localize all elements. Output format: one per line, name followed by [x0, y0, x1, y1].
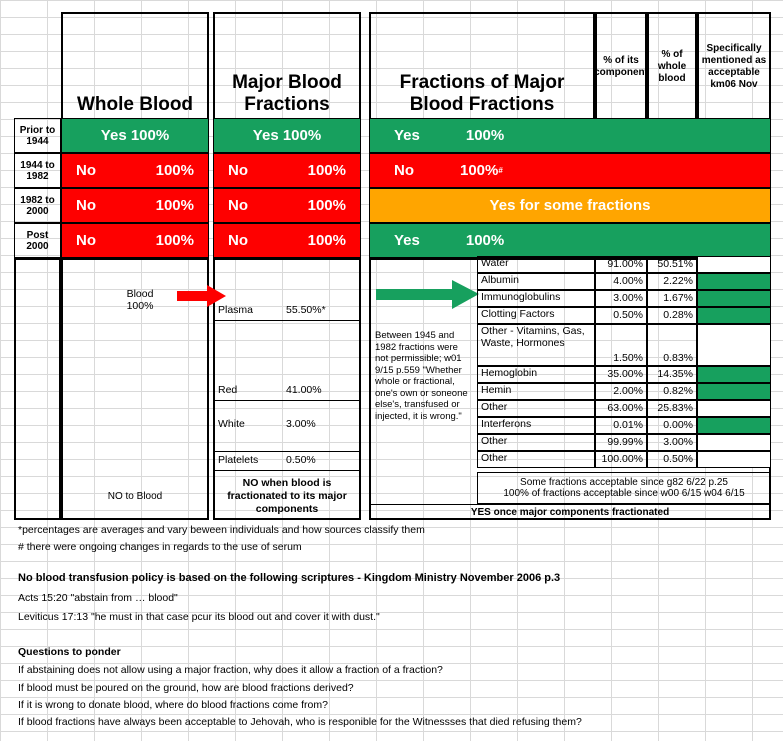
- footer-some-fractions-text: Some fractions acceptable since g82 6/22 p.25: [520, 477, 728, 488]
- whole-blood-cell-2-pct: 100%: [155, 197, 194, 214]
- component-pct-3-text: 0.50%: [286, 454, 316, 466]
- note-acts: Acts 15:20 "abstain from … blood": [18, 592, 178, 604]
- major-fractions-cell-0: [213, 118, 361, 153]
- component-name-1: [215, 383, 277, 399]
- fraction-row-7-name: Other: [477, 400, 595, 417]
- major-fractions-cell-0-text: Yes 100%: [252, 127, 322, 144]
- component-name-2-text: White: [218, 418, 245, 430]
- question-2: If it is wrong to donate blood, where do blood fractions come from?: [18, 699, 328, 711]
- fraction-row-5-name: Hemoglobin: [477, 366, 595, 383]
- fraction-row-3-accepted: [697, 307, 771, 324]
- fraction-row-8-accepted: [697, 417, 771, 434]
- fraction-row-1-accepted: [697, 273, 771, 290]
- major-fractions-cell-1-word: No: [228, 162, 248, 179]
- whole-blood-cell-3-pct: 100%: [155, 232, 194, 249]
- fractions-cell-0: [369, 118, 771, 153]
- header-percent-of-whole-blood-label: % of whole blood: [657, 49, 687, 84]
- major-fractions-cell-1-pct: 100%: [307, 162, 346, 179]
- period-label-1-text: 1944 to 1982: [20, 159, 55, 182]
- fraction-row-4-name: Other - Vitamins, Gas, Waste, Hormones: [477, 324, 595, 366]
- fraction-row-5-whole: 14.35%: [647, 366, 697, 383]
- fraction-row-6-whole: 0.82%: [647, 383, 697, 400]
- fractions-cell-0-pct: 100%: [465, 127, 505, 144]
- question-3: If blood fractions have always been acceptable to Jehovah, who is responible for the Witnessses that died refusing them?: [18, 716, 582, 728]
- fraction-row-3-whole: 0.28%: [647, 307, 697, 324]
- fraction-row-7-whole: 25.83%: [647, 400, 697, 417]
- footer-no-when-fractionated-text: NO when blood is fractionated to its major components: [227, 476, 347, 515]
- component-pct-3: [283, 453, 355, 469]
- fraction-row-1-component: 4.00%: [595, 273, 647, 290]
- footer-fraction-acceptance: [477, 472, 771, 504]
- fractions-cell-0-word: Yes: [394, 127, 420, 144]
- whole-blood-cell-2: [61, 188, 209, 223]
- whole-blood-cell-1: [61, 153, 209, 188]
- question-1: If blood must be poured on the ground, how are blood fractions derived?: [18, 682, 354, 694]
- period-label-1: [14, 153, 61, 188]
- period-label-3-text: Post 2000: [26, 229, 49, 252]
- fraction-row-0-name: Water: [477, 256, 595, 273]
- whole-blood-cell-3-word: No: [76, 232, 96, 249]
- header-whole-blood-label: Whole Blood: [76, 94, 194, 115]
- whole-blood-cell-2-word: No: [76, 197, 96, 214]
- question-0: If abstaining does not allow using a major fraction, why does it allow a fraction of a fraction?: [18, 664, 443, 676]
- fraction-row-5-accepted: [697, 366, 771, 383]
- period-label-0: [14, 118, 61, 153]
- fraction-row-9-name: Other: [477, 434, 595, 451]
- fraction-row-1-whole: 2.22%: [647, 273, 697, 290]
- component-divider-0: [213, 320, 361, 321]
- header-whole-blood: [61, 12, 209, 122]
- period-label-2-text: 1982 to 2000: [20, 194, 55, 217]
- fractions-cell-3-word: Yes: [394, 232, 420, 249]
- quote-text: Between 1945 and 1982 fractions were not permissible; w01 9/15 p.559 "Whether whole or fractional, one's own or soneone else's, transfused or injected, it is wrong.": [375, 330, 468, 422]
- component-pct-0: [283, 303, 355, 319]
- fraction-row-5-component: 35.00%: [595, 366, 647, 383]
- fraction-row-2-component: 3.00%: [595, 290, 647, 307]
- whole-blood-cell-0: [61, 118, 209, 153]
- note-hash: # there were ongoing changes in regards to the use of serum: [18, 541, 302, 553]
- fraction-row-3-name: Clotting Factors: [477, 307, 595, 324]
- major-fractions-cell-3-word: No: [228, 232, 248, 249]
- component-name-0-text: Plasma: [218, 304, 254, 316]
- major-fractions-cell-2-pct: 100%: [307, 197, 346, 214]
- footer-hundred-fractions-text: 100% of fractions acceptable since w00 6/15 w04 6/15: [503, 488, 745, 499]
- fraction-row-7-accepted: [697, 400, 771, 417]
- period-label-0-text: Prior to 1944: [19, 124, 56, 147]
- fractions-cell-3: [369, 223, 771, 258]
- header-percent-of-component: [595, 12, 647, 122]
- fractions-cell-3-pct: 100%: [465, 232, 505, 249]
- major-fractions-cell-2: [213, 188, 361, 223]
- footer-yes-once-text: YES once major components fractionated: [470, 506, 670, 518]
- major-fractions-cell-1: [213, 153, 361, 188]
- whole-blood-cell-1-pct: 100%: [155, 162, 194, 179]
- fraction-row-0-component: 91.00%: [595, 256, 647, 273]
- component-divider-3: [213, 470, 361, 471]
- header-percent-of-whole-blood: [647, 12, 697, 122]
- fraction-row-2-name: Immunoglobulins: [477, 290, 595, 307]
- fraction-row-6-accepted: [697, 383, 771, 400]
- fraction-row-0-accepted: [697, 256, 771, 273]
- note-policy: No blood transfusion policy is based on the following scriptures - Kingdom Ministry November 2006 p.3: [18, 572, 561, 584]
- component-pct-2: [283, 417, 355, 433]
- footer-no-when-fractionated: [213, 472, 361, 520]
- note-leviticus: Leviticus 17:13 "he must in that case pcur its blood out and cover it with dust.": [18, 611, 380, 623]
- fractions-cell-1-sup: #: [498, 166, 503, 175]
- fractions-cell-1: [369, 153, 771, 188]
- fraction-row-10-component: 100.00%: [595, 451, 647, 468]
- fraction-row-4-whole: 0.83%: [647, 324, 697, 366]
- green-arrow-icon: [376, 280, 480, 310]
- fraction-row-4-component: 1.50%: [595, 324, 647, 366]
- component-divider-1: [213, 400, 361, 401]
- header-specifically-mentioned: [697, 12, 771, 122]
- major-fractions-cell-3-pct: 100%: [307, 232, 346, 249]
- header-fractions-label: Fractions of Major Blood Fractions: [399, 72, 565, 115]
- fraction-row-9-accepted: [697, 434, 771, 451]
- footer-no-to-blood-text: NO to Blood: [107, 490, 163, 502]
- fraction-row-3-component: 0.50%: [595, 307, 647, 324]
- major-fractions-cell-2-word: No: [228, 197, 248, 214]
- component-pct-2-text: 3.00%: [286, 418, 316, 430]
- fraction-row-6-component: 2.00%: [595, 383, 647, 400]
- fractions-cell-2-text: Yes for some fractions: [489, 197, 651, 214]
- component-divider-2: [213, 451, 361, 452]
- fraction-row-6-name: Hemin: [477, 383, 595, 400]
- whole-blood-cell-3: [61, 223, 209, 258]
- period-label-3: [14, 223, 61, 258]
- left-spacer-box: [14, 258, 61, 520]
- fraction-row-1-name: Albumin: [477, 273, 595, 290]
- fraction-row-2-accepted: [697, 290, 771, 307]
- component-name-2: [215, 417, 277, 433]
- fraction-row-7-component: 63.00%: [595, 400, 647, 417]
- fraction-row-4-accepted: [697, 324, 771, 366]
- note-asterisk: *percentages are averages and vary beween individuals and how sources classify them: [18, 524, 425, 536]
- whole-blood-cell-0-text: Yes 100%: [100, 127, 170, 144]
- fraction-row-2-whole: 1.67%: [647, 290, 697, 307]
- footer-yes-once-fractionated: [369, 504, 771, 520]
- fractions-cell-1-word: No: [394, 162, 414, 179]
- header-specifically-mentioned-label: Specifically mentioned as acceptable km06 Nov: [701, 43, 767, 90]
- header-major-blood-fractions-label: Major Blood Fractions: [232, 72, 342, 115]
- header-percent-of-component-label: % of its component: [594, 55, 648, 78]
- header-major-blood-fractions: [213, 12, 361, 122]
- questions-title: Questions to ponder: [18, 646, 121, 658]
- component-name-3-text: Platelets: [218, 454, 259, 466]
- fraction-row-9-component: 99.99%: [595, 434, 647, 451]
- fractions-cell-1-pct: 100%: [460, 162, 499, 179]
- major-fractions-cell-3: [213, 223, 361, 258]
- blood-source-line1: Blood: [126, 288, 154, 300]
- footer-no-to-blood: [61, 472, 209, 520]
- whole-blood-cell-1-word: No: [76, 162, 96, 179]
- component-name-3: [215, 453, 277, 469]
- header-fractions-of-major-blood-fractions: [369, 12, 595, 122]
- component-pct-1: [283, 383, 355, 399]
- component-name-1-text: Red: [218, 384, 238, 396]
- component-pct-0-text: 55.50%*: [286, 304, 326, 316]
- fraction-row-10-accepted: [697, 451, 771, 468]
- fraction-row-10-name: Other: [477, 451, 595, 468]
- component-name-0: [215, 303, 277, 319]
- period-label-2: [14, 188, 61, 223]
- fraction-row-8-name: Interferons: [477, 417, 595, 434]
- fraction-row-8-whole: 0.00%: [647, 417, 697, 434]
- component-pct-1-text: 41.00%: [286, 384, 322, 396]
- fraction-row-0-whole: 50.51%: [647, 256, 697, 273]
- fraction-row-8-component: 0.01%: [595, 417, 647, 434]
- blood-source-line2: 100%: [126, 300, 154, 312]
- fraction-row-9-whole: 3.00%: [647, 434, 697, 451]
- blood-source-label: [110, 288, 170, 312]
- fraction-row-10-whole: 0.50%: [647, 451, 697, 468]
- fractions-cell-2: [369, 188, 771, 223]
